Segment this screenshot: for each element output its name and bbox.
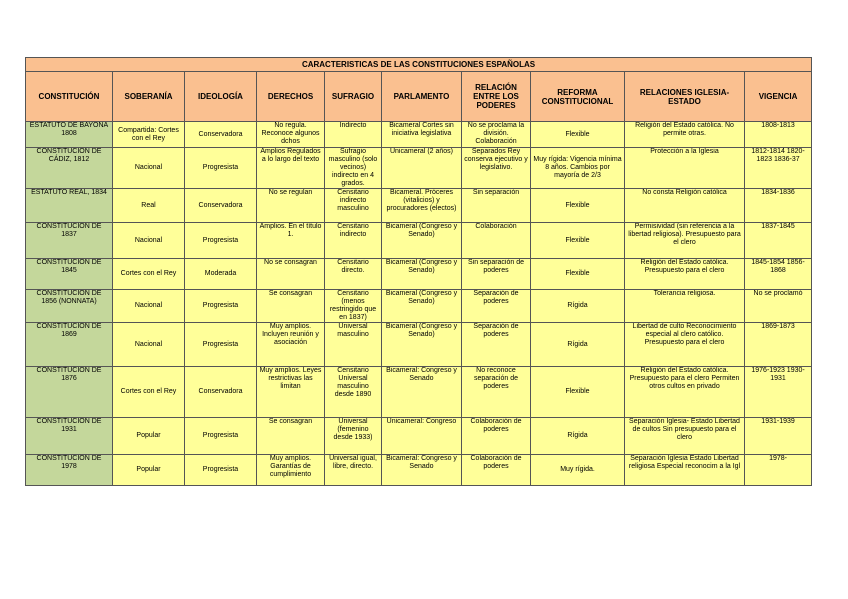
- cell-parlamento: Bicameral (Congreso y Senado): [382, 223, 462, 259]
- table-row: [26, 418, 812, 455]
- cell-sufragio: Censitario directo.: [325, 259, 382, 290]
- cell-iglesia-estado: Tolerancia religiosa.: [625, 290, 745, 323]
- cell-constitucion: ESTATUTO DE BAYONA 1808: [26, 122, 113, 148]
- table-row: [26, 189, 812, 223]
- table-body: [26, 122, 812, 486]
- header-vigencia: VIGENCIA: [745, 72, 812, 122]
- cell-sufragio: Universal (femenino desde 1933): [325, 418, 382, 455]
- cell-relacion-poderes: Sin separación de poderes: [462, 259, 531, 290]
- cell-reforma: Flexible: [531, 122, 625, 148]
- cell-ideologia: Progresista: [185, 455, 257, 486]
- header-ideologia: IDEOLOGÍA: [185, 72, 257, 122]
- cell-soberania: Compartida: Cortes con el Rey: [113, 122, 185, 148]
- cell-reforma: Rígida: [531, 418, 625, 455]
- cell-vigencia: 1808-1813: [745, 122, 812, 148]
- cell-iglesia-estado: Permisividad (sin referencia a la libertad religiosa). Presupuesto para el clero: [625, 223, 745, 259]
- cell-parlamento: Bicameral: Congreso y Senado: [382, 455, 462, 486]
- cell-ideologia: Progresista: [185, 418, 257, 455]
- cell-constitucion: CONSTITUCIÓN DE 1837: [26, 223, 113, 259]
- header-relacion-poderes: RELACIÓN ENTRE LOS PODERES: [462, 72, 531, 122]
- cell-sufragio: Censitario (menos restringido que en 1837): [325, 290, 382, 323]
- header-soberania: SOBERANÍA: [113, 72, 185, 122]
- cell-constitucion: CONSTITUCIÓN DE 1876: [26, 367, 113, 418]
- cell-sufragio: Indirecto: [325, 122, 382, 148]
- cell-relacion-poderes: Separados Rey conserva ejecutivo y legislativo.: [462, 148, 531, 189]
- cell-derechos: Muy amplios. Garantías de cumplimiento: [257, 455, 325, 486]
- cell-reforma: Rígida: [531, 323, 625, 367]
- cell-vigencia: No se proclamó: [745, 290, 812, 323]
- cell-reforma: Flexible: [531, 367, 625, 418]
- cell-ideologia: Progresista: [185, 223, 257, 259]
- table-row: [26, 367, 812, 418]
- cell-iglesia-estado: No consta Religión católica: [625, 189, 745, 223]
- cell-sufragio: Censitario indirecto: [325, 223, 382, 259]
- table-title: CARACTERISTICAS DE LAS CONSTITUCIONES ESPAÑOLAS: [26, 58, 812, 72]
- cell-vigencia: 1976-1923 1930-1931: [745, 367, 812, 418]
- cell-iglesia-estado: Separación Iglesia Estado Libertad religiosa Especial reconocim a la Igl: [625, 455, 745, 486]
- cell-soberania: Real: [113, 189, 185, 223]
- cell-constitucion: CONSTITUCIÓN DE 1978: [26, 455, 113, 486]
- table-row: [26, 259, 812, 290]
- cell-soberania: Nacional: [113, 290, 185, 323]
- cell-derechos: Amplios Regulados a lo largo del texto: [257, 148, 325, 189]
- cell-ideologia: Moderada: [185, 259, 257, 290]
- cell-reforma: Muy rígida.: [531, 455, 625, 486]
- cell-derechos: Se consagran: [257, 290, 325, 323]
- cell-reforma: Flexible: [531, 223, 625, 259]
- cell-ideologia: Progresista: [185, 323, 257, 367]
- cell-reforma: Rígida: [531, 290, 625, 323]
- cell-sufragio: Sufragio masculino (solo vecinos) indirecto en 4 grados.: [325, 148, 382, 189]
- cell-derechos: Se consagran: [257, 418, 325, 455]
- cell-iglesia-estado: Separación Iglesia- Estado Libertad de cultos Sin presupuesto para el clero: [625, 418, 745, 455]
- cell-reforma: Flexible: [531, 189, 625, 223]
- header-iglesia-estado: RELACIONES IGLESIA-ESTADO: [625, 72, 745, 122]
- cell-iglesia-estado: Libertad de culto Reconocimiento especial al clero católico. Presupuesto para el clero: [625, 323, 745, 367]
- table-row: [26, 323, 812, 367]
- cell-vigencia: 1812-1814 1820-1823 1836-37: [745, 148, 812, 189]
- cell-ideologia: Progresista: [185, 290, 257, 323]
- cell-reforma: Muy rígida: Vigencia mínima 8 años. Cambios por mayoría de 2/3: [531, 148, 625, 189]
- table-row: [26, 455, 812, 486]
- cell-derechos: No se consagran: [257, 259, 325, 290]
- cell-soberania: Popular: [113, 455, 185, 486]
- table-row: [26, 148, 812, 189]
- constitutions-table: [25, 57, 812, 486]
- cell-relacion-poderes: Separación de poderes: [462, 290, 531, 323]
- cell-vigencia: 1931-1939: [745, 418, 812, 455]
- cell-soberania: Popular: [113, 418, 185, 455]
- cell-parlamento: Bicameral. Próceres (vitalicios) y procuradores (electos): [382, 189, 462, 223]
- cell-sufragio: Censitario indirecto masculino: [325, 189, 382, 223]
- cell-derechos: Muy amplios. Incluyen reunión y asociación: [257, 323, 325, 367]
- cell-derechos: No regula. Reconoce algunos dchos: [257, 122, 325, 148]
- cell-constitucion: CONSTITUCIÓN DE 1931: [26, 418, 113, 455]
- cell-relacion-poderes: Colaboración: [462, 223, 531, 259]
- cell-derechos: Amplios. En el título 1.: [257, 223, 325, 259]
- header-parlamento: PARLAMENTO: [382, 72, 462, 122]
- cell-vigencia: 1869-1873: [745, 323, 812, 367]
- cell-relacion-poderes: No reconoce separación de poderes: [462, 367, 531, 418]
- cell-constitucion: CONSTITUCIÓN DE CÁDIZ, 1812: [26, 148, 113, 189]
- table-row: [26, 290, 812, 323]
- cell-iglesia-estado: Religión del Estado católica. Presupuesto para el clero: [625, 259, 745, 290]
- title-row: [26, 58, 812, 72]
- header-derechos: DERECHOS: [257, 72, 325, 122]
- cell-derechos: No se regulan: [257, 189, 325, 223]
- cell-vigencia: 1978-: [745, 455, 812, 486]
- cell-ideologia: Progresista: [185, 148, 257, 189]
- cell-soberania: Nacional: [113, 223, 185, 259]
- cell-sufragio: Censitario Universal masculino desde 1890: [325, 367, 382, 418]
- header-reforma: REFORMA CONSTITUCIONAL: [531, 72, 625, 122]
- cell-relacion-poderes: Colaboración de poderes: [462, 418, 531, 455]
- cell-vigencia: 1845-1854 1856-1868: [745, 259, 812, 290]
- cell-reforma: Flexible: [531, 259, 625, 290]
- cell-soberania: Nacional: [113, 323, 185, 367]
- cell-parlamento: Unicameral (2 años): [382, 148, 462, 189]
- cell-sufragio: Universal masculino: [325, 323, 382, 367]
- cell-derechos: Muy amplios. Leyes restrictivas las limitan: [257, 367, 325, 418]
- cell-ideologia: Conservadora: [185, 122, 257, 148]
- cell-soberania: Cortes con el Rey: [113, 367, 185, 418]
- cell-iglesia-estado: Religión del Estado católica. No permite otras.: [625, 122, 745, 148]
- cell-constitucion: CONSTITUCIÓN DE 1845: [26, 259, 113, 290]
- cell-ideologia: Conservadora: [185, 189, 257, 223]
- cell-sufragio: Universal igual, libre, directo.: [325, 455, 382, 486]
- cell-vigencia: 1834-1836: [745, 189, 812, 223]
- header-row: [26, 72, 812, 122]
- cell-parlamento: Bicameral Cortes sin iniciativa legislativa: [382, 122, 462, 148]
- cell-parlamento: Bicameral (Congreso y Senado): [382, 259, 462, 290]
- header-constitucion: CONSTITUCIÓN: [26, 72, 113, 122]
- cell-parlamento: Bicameral: Congreso y Senado: [382, 367, 462, 418]
- cell-relacion-poderes: Sin separación: [462, 189, 531, 223]
- cell-iglesia-estado: Protección a la Iglesia: [625, 148, 745, 189]
- cell-constitucion: ESTATUTO REAL, 1834: [26, 189, 113, 223]
- cell-parlamento: Bicameral (Congreso y Senado): [382, 323, 462, 367]
- cell-relacion-poderes: No se proclama la división. Colaboración: [462, 122, 531, 148]
- cell-constitucion: CONSTITUCIÓN DE 1856 (NONNATA): [26, 290, 113, 323]
- cell-parlamento: Bicameral (Congreso y Senado): [382, 290, 462, 323]
- cell-relacion-poderes: Separación de poderes: [462, 323, 531, 367]
- cell-soberania: Cortes con el Rey: [113, 259, 185, 290]
- table-row: [26, 223, 812, 259]
- table-row: [26, 122, 812, 148]
- cell-constitucion: CONSTITUCIÓN DE 1869: [26, 323, 113, 367]
- cell-iglesia-estado: Religión del Estado católica. Presupuesto para el clero Permiten otros cultos en privado: [625, 367, 745, 418]
- cell-soberania: Nacional: [113, 148, 185, 189]
- cell-vigencia: 1837-1845: [745, 223, 812, 259]
- cell-ideologia: Conservadora: [185, 367, 257, 418]
- cell-relacion-poderes: Colaboración de poderes: [462, 455, 531, 486]
- header-sufragio: SUFRAGIO: [325, 72, 382, 122]
- cell-parlamento: Unicameral: Congreso: [382, 418, 462, 455]
